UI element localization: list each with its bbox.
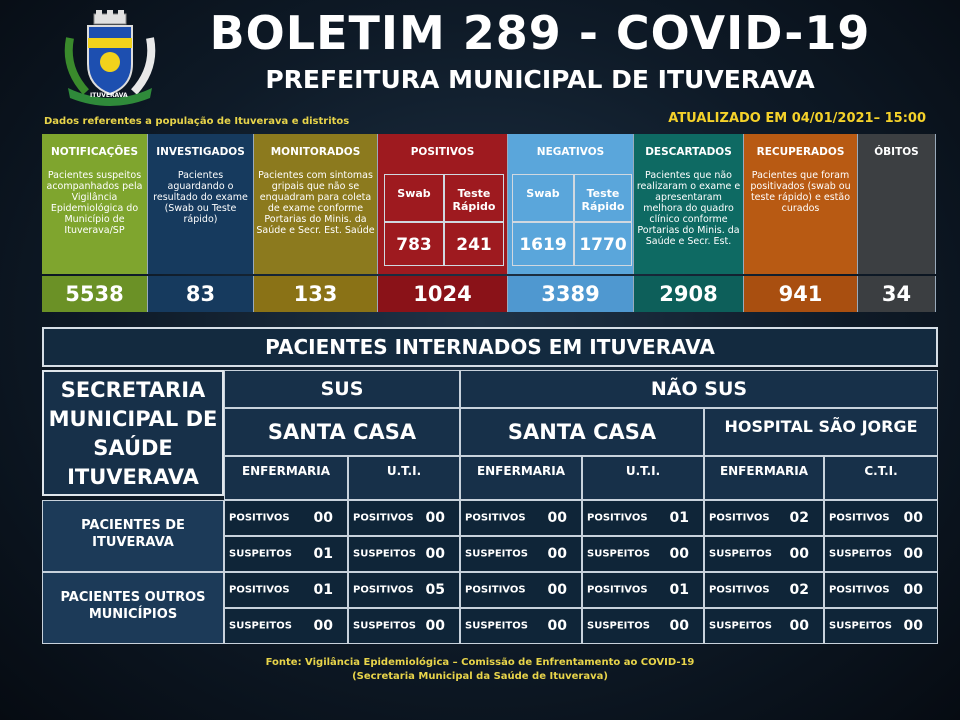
unit-header: ENFERMARIA	[460, 456, 582, 500]
table-cell	[348, 608, 460, 644]
cell-count-value: 00	[903, 510, 923, 526]
negativos-label: NEGATIVOS	[536, 146, 605, 158]
investigados-column	[148, 134, 254, 274]
updated-timestamp: ATUALIZADO EM 04/01/2021– 15:00	[668, 111, 926, 126]
table-cell	[704, 500, 824, 536]
santa-casa-nao-sus-header: SANTA CASA	[460, 408, 704, 456]
row-group-label: PACIENTES DE ITUVERAVA	[42, 500, 224, 572]
positivos-teste-value: 241	[444, 222, 504, 266]
table-cell	[460, 572, 582, 608]
cell-status-label: SUSPEITOS	[353, 620, 416, 632]
obitos-label: ÓBITOS	[874, 146, 919, 158]
negativos-swab-label: Swab	[512, 174, 574, 222]
cell-count-value: 00	[547, 510, 567, 526]
investigados-desc: Pacientes aguardando o resultado do exame (Swab ou Teste rápido)	[153, 170, 248, 225]
cell-status-label: SUSPEITOS	[709, 548, 772, 560]
cell-count-value: 00	[789, 618, 809, 634]
negativos-teste-value: 1770	[574, 222, 632, 266]
obitos-total: 34	[858, 276, 936, 312]
cell-status-label: SUSPEITOS	[229, 548, 292, 560]
city-crest-logo	[60, 8, 160, 108]
cell-status-label: POSITIVOS	[829, 512, 890, 524]
cell-count-value: 05	[425, 582, 445, 598]
cell-count-value: 00	[425, 546, 445, 562]
table-cell	[582, 608, 704, 644]
table-cell	[224, 500, 348, 536]
cell-status-label: SUSPEITOS	[465, 620, 528, 632]
secretaria-label: SECRETARIA MUNICIPAL DE SAÚDE ITUVERAVA	[42, 370, 224, 496]
descartados-desc: Pacientes que não realizaram o exame e apresentaram melhora do quadro clínico conforme Portarias do Minis. da Saúde e Secr. Est.	[636, 170, 741, 247]
table-cell	[460, 536, 582, 572]
cell-count-value: 00	[669, 618, 689, 634]
table-cell	[824, 536, 938, 572]
cell-count-value: 00	[789, 546, 809, 562]
cell-status-label: POSITIVOS	[353, 584, 414, 596]
nao-sus-header: NÃO SUS	[460, 370, 938, 408]
cell-status-label: POSITIVOS	[709, 584, 770, 596]
investigados-label: INVESTIGADOS	[156, 146, 245, 158]
table-cell	[460, 608, 582, 644]
cell-status-label: POSITIVOS	[353, 512, 414, 524]
cell-status-label: SUSPEITOS	[465, 548, 528, 560]
cell-count-value: 01	[669, 582, 689, 598]
unit-header: ENFERMARIA	[224, 456, 348, 500]
table-cell	[224, 572, 348, 608]
cell-count-value: 00	[547, 546, 567, 562]
cell-count-value: 01	[313, 582, 333, 598]
descartados-column	[634, 134, 744, 274]
data-note: Dados referentes a população de Ituverava e distritos	[44, 116, 350, 127]
cell-status-label: POSITIVOS	[587, 584, 648, 596]
cell-status-label: SUSPEITOS	[229, 620, 292, 632]
cell-status-label: SUSPEITOS	[829, 548, 892, 560]
footer-source: Fonte: Vigilância Epidemiológica – Comissão de Enfrentamento ao COVID-19	[265, 657, 695, 668]
cell-count-value: 00	[903, 618, 923, 634]
table-cell	[224, 536, 348, 572]
recuperados-label: RECUPERADOS	[756, 146, 845, 158]
cell-status-label: SUSPEITOS	[587, 548, 650, 560]
negativos-total: 3389	[508, 276, 634, 312]
monitorados-column	[254, 134, 378, 274]
table-cell	[348, 572, 460, 608]
table-cell	[460, 500, 582, 536]
row-group-label: PACIENTES OUTROS MUNICÍPIOS	[42, 572, 224, 644]
cell-count-value: 01	[313, 546, 333, 562]
cell-count-value: 01	[669, 510, 689, 526]
negativos-teste-label: Teste Rápido	[574, 174, 632, 222]
positivos-label: POSITIVOS	[410, 146, 475, 158]
cell-count-value: 00	[669, 546, 689, 562]
cell-count-value: 00	[903, 582, 923, 598]
positivos-teste-label: Teste Rápido	[444, 174, 504, 222]
table-cell	[704, 572, 824, 608]
page-title: BOLETIM 289 - COVID-19	[209, 6, 871, 60]
obitos-column	[858, 134, 936, 274]
table-cell	[582, 536, 704, 572]
investigados-total: 83	[148, 276, 254, 312]
cell-status-label: SUSPEITOS	[829, 620, 892, 632]
descartados-label: DESCARTADOS	[645, 146, 732, 158]
sus-header: SUS	[224, 370, 460, 408]
hospital-sao-jorge-header: HOSPITAL SÃO JORGE	[704, 408, 938, 456]
monitorados-total: 133	[254, 276, 378, 312]
footer-secretaria: (Secretaria Municipal da Saúde de Ituverava)	[352, 671, 608, 682]
negativos-swab-value: 1619	[512, 222, 574, 266]
cell-status-label: POSITIVOS	[709, 512, 770, 524]
notificacoes-desc: Pacientes suspeitos acompanhados pela Vigilância Epidemiológica do Município de Ituverava/SP	[46, 170, 143, 236]
cell-count-value: 02	[789, 510, 809, 526]
cell-status-label: POSITIVOS	[465, 512, 526, 524]
table-cell	[704, 536, 824, 572]
cell-count-value: 00	[425, 510, 445, 526]
table-cell	[348, 500, 460, 536]
table-cell	[824, 572, 938, 608]
cell-status-label: POSITIVOS	[229, 512, 290, 524]
notificacoes-column	[42, 134, 148, 274]
cell-status-label: POSITIVOS	[229, 584, 290, 596]
cell-count-value: 00	[903, 546, 923, 562]
unit-header: U.T.I.	[348, 456, 460, 500]
cell-status-label: SUSPEITOS	[353, 548, 416, 560]
table-cell	[824, 608, 938, 644]
unit-header: U.T.I.	[582, 456, 704, 500]
notificacoes-label: NOTIFICAÇÕES	[50, 146, 139, 158]
notificacoes-total: 5538	[42, 276, 148, 312]
table-cell	[348, 536, 460, 572]
recuperados-desc: Pacientes que foram positivados (swab ou teste rápido) e estão curados	[750, 170, 851, 214]
table-cell	[582, 572, 704, 608]
cell-count-value: 00	[313, 618, 333, 634]
cell-status-label: POSITIVOS	[829, 584, 890, 596]
unit-header: ENFERMARIA	[704, 456, 824, 500]
recuperados-total: 941	[744, 276, 858, 312]
unit-header: C.T.I.	[824, 456, 938, 500]
descartados-total: 2908	[634, 276, 744, 312]
cell-status-label: SUSPEITOS	[709, 620, 772, 632]
table-cell	[704, 608, 824, 644]
cell-count-value: 00	[425, 618, 445, 634]
cell-count-value: 00	[313, 510, 333, 526]
crest-ribbon-text: ITUVERAVA	[90, 92, 128, 99]
cell-status-label: SUSPEITOS	[587, 620, 650, 632]
positivos-swab-value: 783	[384, 222, 444, 266]
page-subtitle: PREFEITURA MUNICIPAL DE ITUVERAVA	[265, 65, 815, 94]
monitorados-desc: Pacientes com sintomas gripais que não se enquadram para coleta de exame conforme Portarias do Minis. da Saúde e Secr. Est. Saúde	[256, 170, 375, 236]
positivos-swab-label: Swab	[384, 174, 444, 222]
cell-count-value: 00	[547, 582, 567, 598]
cell-count-value: 02	[789, 582, 809, 598]
table-cell	[582, 500, 704, 536]
santa-casa-sus-header: SANTA CASA	[224, 408, 460, 456]
table-cell	[824, 500, 938, 536]
recuperados-column	[744, 134, 858, 274]
cell-count-value: 00	[547, 618, 567, 634]
table-cell	[224, 608, 348, 644]
positivos-total: 1024	[378, 276, 508, 312]
internados-banner: PACIENTES INTERNADOS EM ITUVERAVA	[42, 327, 938, 367]
cell-status-label: POSITIVOS	[587, 512, 648, 524]
cell-status-label: POSITIVOS	[465, 584, 526, 596]
monitorados-label: MONITORADOS	[270, 146, 361, 158]
